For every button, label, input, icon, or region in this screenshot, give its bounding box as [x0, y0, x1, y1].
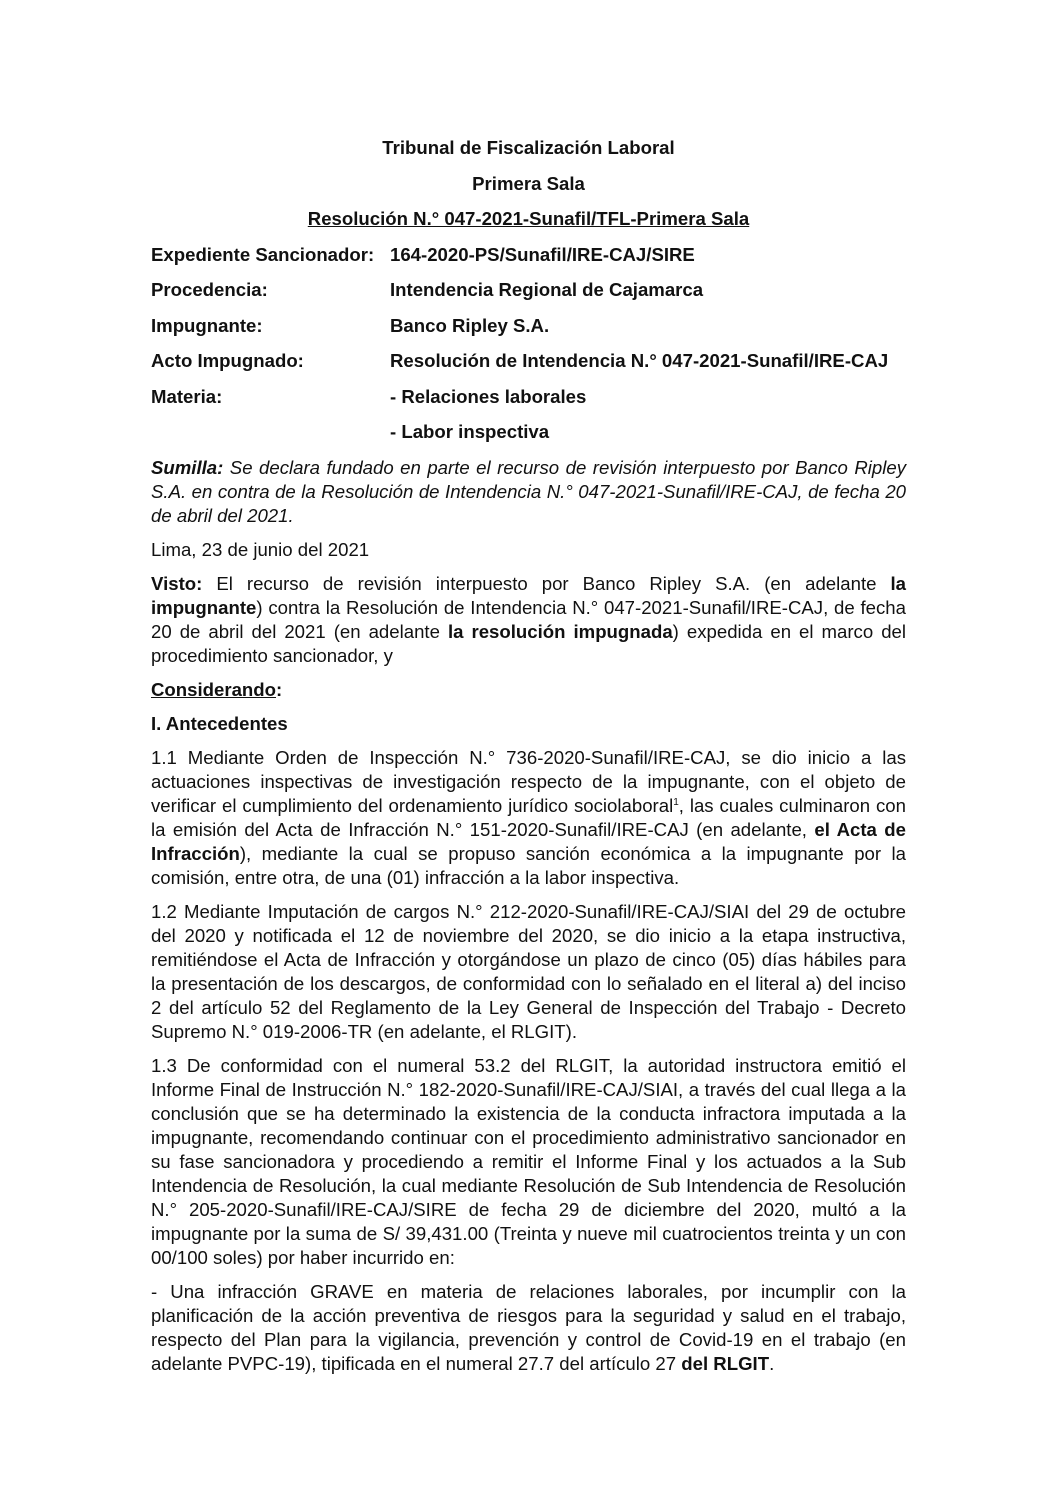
meta-impugnante	[151, 314, 906, 338]
materia-value-2: - Labor inspectiva	[390, 421, 550, 442]
visto-paragraph	[151, 572, 906, 668]
considerando-colon: :	[276, 678, 283, 700]
p14-bold-1: del RLGIT	[681, 1352, 770, 1374]
date-line: Lima, 23 de junio del 2021	[151, 538, 370, 560]
visto-text-3: ) expedida en el marco del procedimiento sancionador, y	[151, 620, 907, 666]
paragraph-1-2: 1.2 Mediante Imputación de cargos N.° 212-2020-Sunafil/IRE-CAJ/SIAI del 29 de octubre del 2020 y notificada el 12 de noviembre del 2020, se dio inicio a la etapa instructiva, remitiéndose el Acta de Infracción y otorgándose un plazo de cinco (05) días hábiles para la presentación de los descargos, de conformidad con lo señalado en el literal a) del inciso 2 del artículo 52 del Reglamento de la Ley General de Inspección del Trabajo - Decreto Supremo N.° 019-2006-TR (en adelante, el RLGIT).	[151, 900, 906, 1042]
p11-text-1: 1.1 Mediante Orden de Inspección N.° 736-2020-Sunafil/IRE-CAJ, se dio inicio a las actuaciones inspectivas de investigación respecto de la impugnante, con el objeto de verificar el cumplimiento del ordenamiento jurídico sociolaboral	[151, 746, 906, 816]
sumilla-text: Se declara fundado en parte el recurso de revisión interpuesto por Banco Ripley S.A. en contra de la Resolución de Intendencia N.° 047-2021-Sunafil/IRE-CAJ, de fecha 20 de abril del 2021.	[151, 456, 906, 526]
procedencia-label: Procedencia:	[151, 279, 268, 300]
p14-text-1: - Una infracción GRAVE en materia de relaciones laborales, por incumplir con la planificación de la acción preventiva de riesgos para la seguridad y salud en el trabajo, respecto del Plan para la vigilancia, prevención y control de Covid-19 en el trabajo (en adelante PVPC-19), tipificada en el numeral 27.7 del artículo 27	[151, 1280, 906, 1374]
acto-value: Resolución de Intendencia N.° 047-2021-Sunafil/IRE-CAJ	[390, 350, 889, 371]
meta-expediente	[151, 243, 906, 267]
visto-bold-1: la impugnante	[151, 572, 906, 618]
expediente-label: Expediente Sancionador:	[151, 243, 375, 265]
sala-title: Primera Sala	[472, 172, 585, 194]
visto-label: Visto:	[151, 572, 203, 594]
p14-text-2: .	[769, 1352, 775, 1374]
document-body	[151, 136, 906, 1386]
p11-bold-1: el Acta de Infracción	[151, 818, 906, 864]
expediente-value: 164-2020-PS/Sunafil/IRE-CAJ/SIRE	[390, 243, 695, 265]
paragraph-1-1	[151, 746, 906, 890]
considerando-word: Considerando	[151, 678, 276, 700]
sumilla-label: Sumilla:	[151, 456, 224, 478]
paragraph-1-4	[151, 1280, 906, 1376]
p11-text-2: , las cuales culminaron con la emisión del Acta de Infracción N.° 151-2020-Sunafil/IRE-CAJ (en adelante,	[151, 794, 906, 840]
meta-materia	[151, 385, 906, 409]
impugnante-value: Banco Ripley S.A.	[390, 314, 550, 336]
procedencia-value: Intendencia Regional de Cajamarca	[390, 279, 704, 300]
visto-text-2: ) contra la Resolución de Intendencia N.° 047-2021-Sunafil/IRE-CAJ, de fecha 20 de abril del 2021 (en adelante	[151, 596, 906, 642]
resolution-number: Resolución N.° 047-2021-Sunafil/TFL-Primera Sala	[307, 208, 750, 229]
p11-text-3: ), mediante la cual se propuso sanción económica a la impugnante por la comisión, entre otra, de una (01) infracción a la labor inspectiva.	[151, 842, 906, 888]
tribunal-title: Tribunal de Fiscalización Laboral	[382, 137, 675, 158]
materia-label: Materia:	[151, 385, 223, 407]
impugnante-label: Impugnante:	[151, 314, 263, 336]
visto-bold-2: la resolución impugnada	[447, 620, 673, 642]
meta-procedencia	[151, 278, 906, 302]
materia-value-1: - Relaciones laborales	[390, 385, 587, 407]
footnote-ref-1: 1	[673, 796, 679, 808]
meta-materia-2	[151, 420, 906, 444]
acto-label: Acto Impugnado:	[151, 350, 304, 371]
section-antecedentes-heading: I. Antecedentes	[151, 712, 288, 734]
paragraph-1-3: 1.3 De conformidad con el numeral 53.2 del RLGIT, la autoridad instructora emitió el Informe Final de Instrucción N.° 182-2020-Sunafil/IRE-CAJ/SIAI, a través del cual llega a la conclusión que se ha determinado la existencia de la conducta infractora imputada a la impugnante, recomendando continuar con el procedimiento administrativo sancionador en su fase sancionadora y procediendo a remitir el Informe Final y los actuados a la Sub Intendencia de Resolución, la cual mediante Resolución de Sub Intendencia de Resolución N.° 205-2020-Sunafil/IRE-CAJ/SIRE de fecha 29 de diciembre del 2020, multó a la impugnante por la suma de S/ 39,431.00 (Treinta y nueve mil cuatrocientos treinta y un con 00/100 soles) por haber incurrido en:	[151, 1054, 906, 1268]
visto-text-1: El recurso de revisión interpuesto por Banco Ripley S.A. (en adelante	[202, 572, 891, 594]
sumilla-paragraph	[151, 456, 906, 528]
meta-acto-impugnado	[151, 349, 906, 373]
considerando-heading	[151, 678, 906, 702]
